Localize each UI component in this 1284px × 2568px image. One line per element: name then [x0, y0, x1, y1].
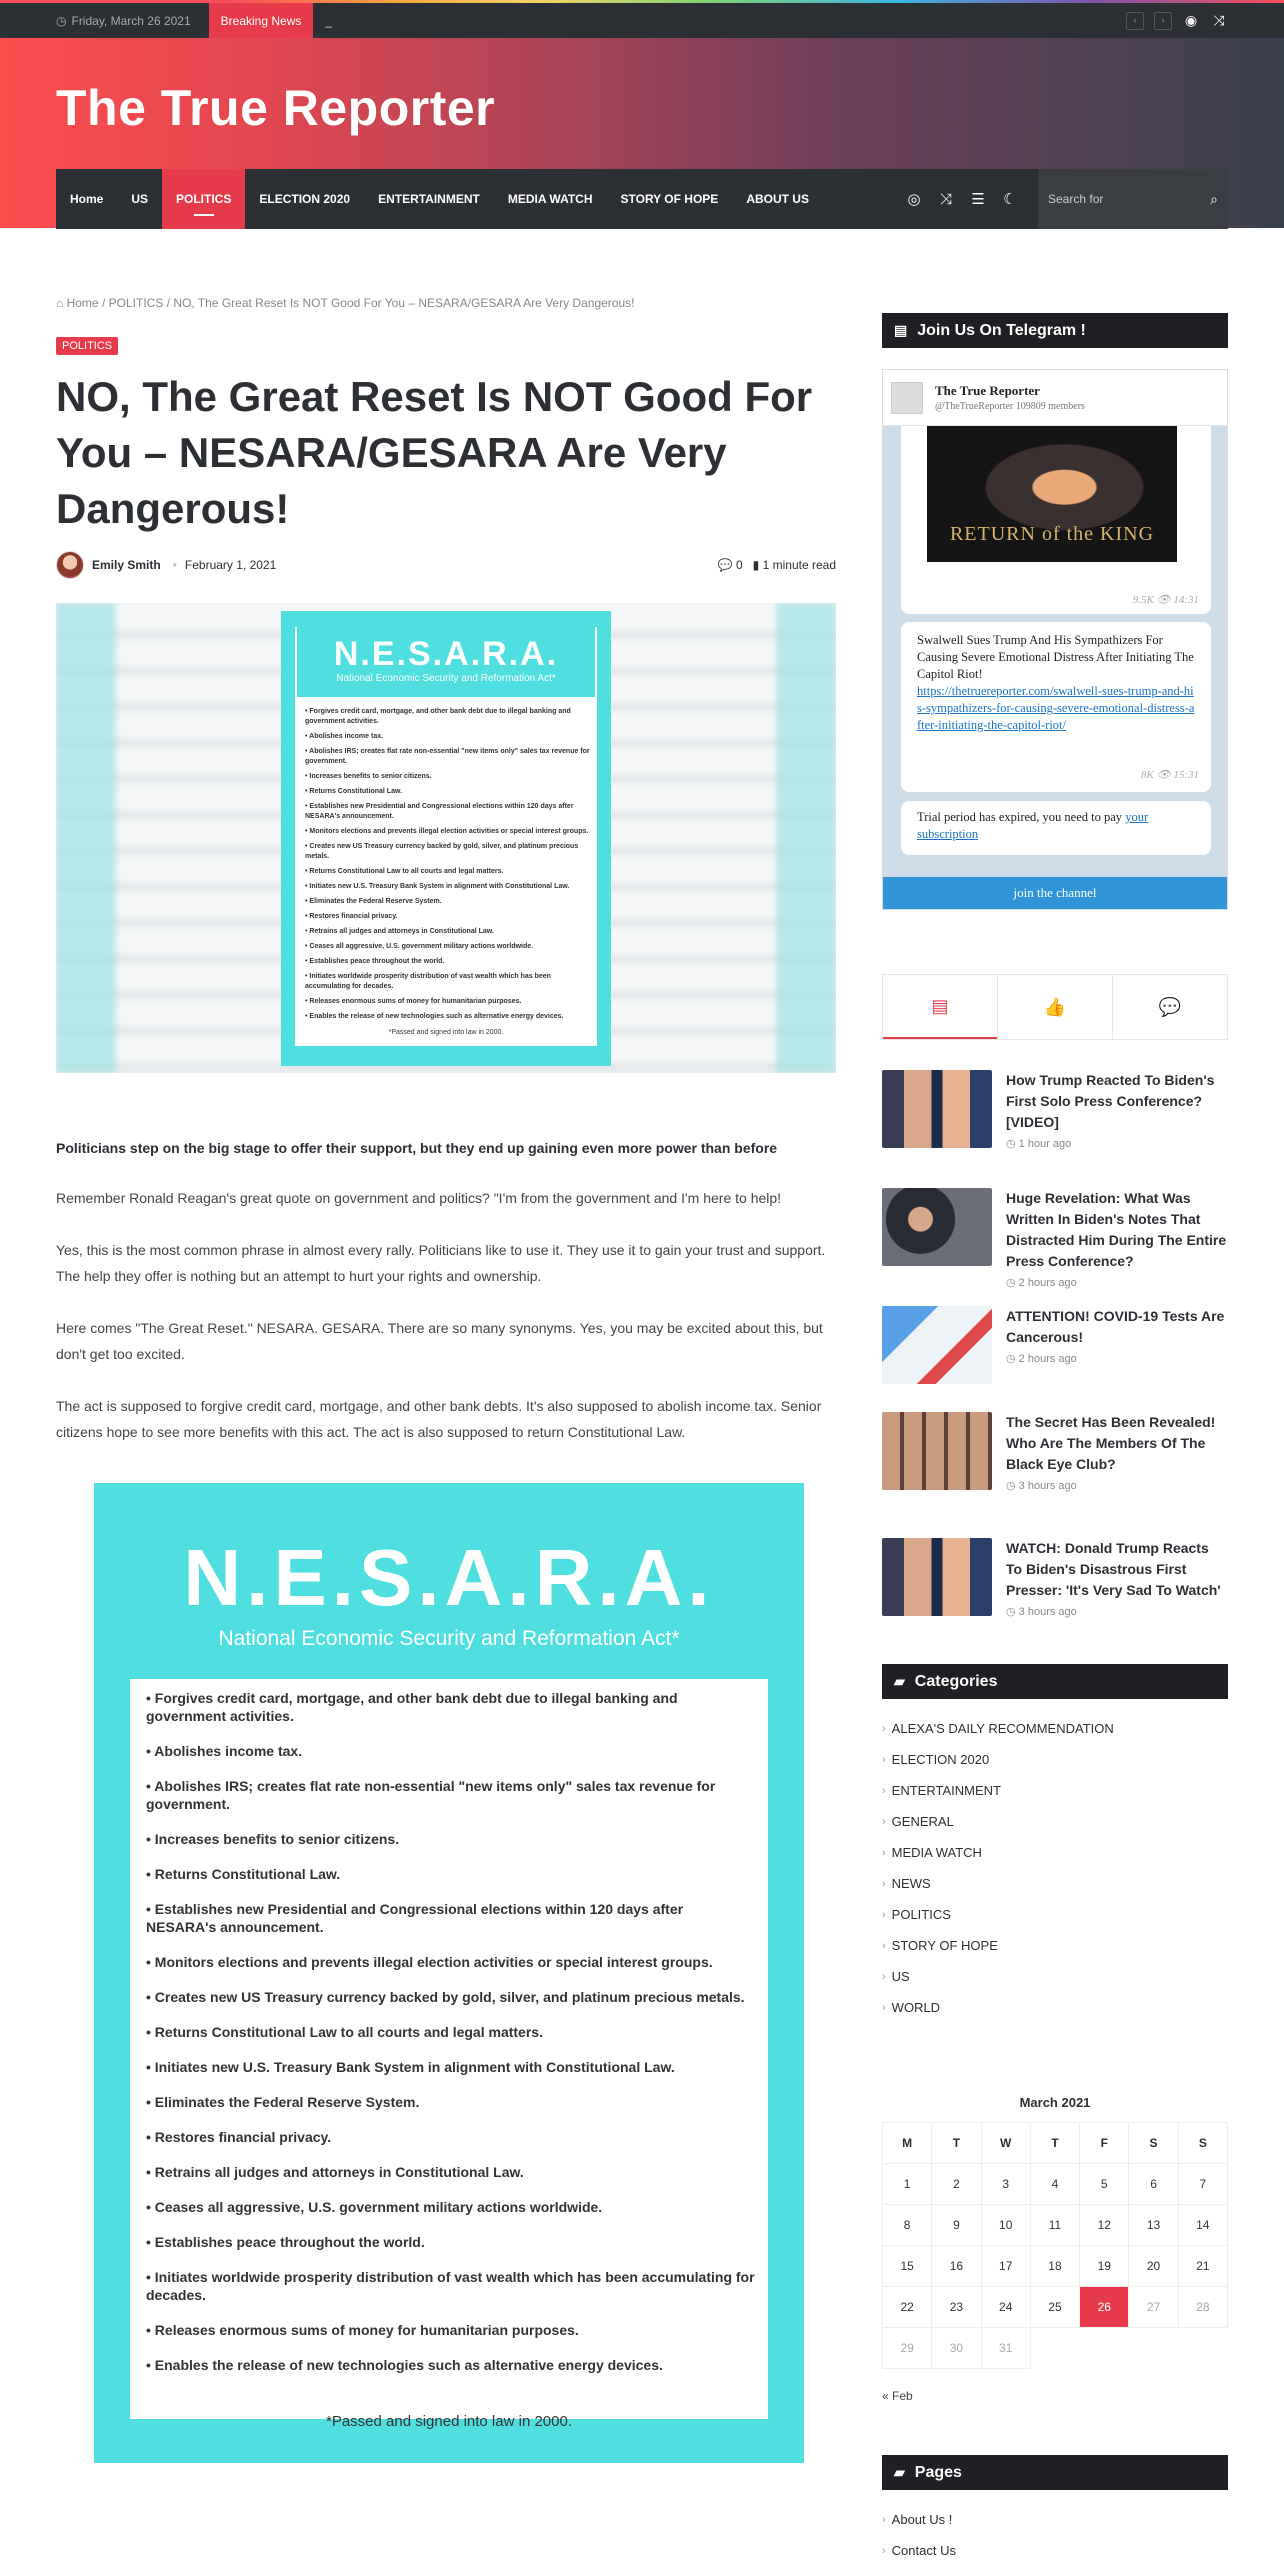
nav-item-home[interactable]: Home [70, 192, 104, 206]
home-icon: ⌂ [56, 296, 64, 310]
calendar-day [1129, 2328, 1178, 2369]
site-logo[interactable]: The True Reporter [56, 80, 496, 136]
sidebar [882, 313, 1228, 2566]
nav-item-politics[interactable]: POLITICS [162, 169, 245, 229]
poster-item: • Eliminates the Federal Reserve System. [146, 2093, 756, 2111]
pages-widget [882, 2455, 1228, 2566]
calendar-day: 24 [981, 2287, 1030, 2328]
calendar-weekday: T [932, 2123, 981, 2164]
telegram-widget-title: ▤ Join Us On Telegram ! [882, 313, 1228, 348]
tab-recent[interactable] [883, 975, 997, 1039]
calendar-day: 25 [1030, 2287, 1079, 2328]
top-bar [0, 3, 1284, 38]
category-link[interactable]: › ENTERTAINMENT [882, 1783, 1001, 1798]
page-link-contact[interactable]: › Contact Us [882, 2543, 956, 2558]
chevron-right-icon: › [882, 2513, 886, 2526]
chevron-right-icon: › [882, 1939, 886, 1952]
post-date: February 1, 2021 [184, 558, 277, 572]
posts-tabs [882, 974, 1228, 1040]
featured-image [56, 603, 836, 1073]
document-icon: ▤ [931, 995, 949, 1016]
calendar-day: 9 [932, 2205, 981, 2246]
clock-icon: ◷ [56, 13, 67, 28]
poster-item: • Initiates new U.S. Treasury Bank System in alignment with Constitutional Law. [146, 2058, 756, 2076]
poster-item: • Returns Constitutional Law. [146, 1865, 756, 1883]
calendar-day: 16 [932, 2246, 981, 2287]
poster-list [146, 1689, 756, 2391]
post-title[interactable]: How Trump Reacted To Biden's First Solo Press Conference? [VIDEO] [1006, 1072, 1215, 1130]
calendar-weekday: F [1080, 2123, 1129, 2164]
breaking-news-label: Breaking News [209, 3, 314, 38]
list-item[interactable] [882, 1188, 1228, 1288]
poster-item: • Releases enormous sums of money for humanitarian purposes. [146, 2321, 756, 2339]
post-time: ◷ 2 hours ago [1006, 1277, 1077, 1289]
ticker-prev-button[interactable]: ‹ [1126, 12, 1144, 30]
nav-item-story-of-hope[interactable]: STORY OF HOPE [620, 192, 719, 206]
folder-icon: ▰ [894, 2464, 905, 2480]
comments-icon: 💬 [1158, 996, 1182, 1017]
calendar-widget [882, 2095, 1228, 2403]
chevron-right-icon: › [882, 1815, 886, 1828]
login-icon[interactable]: ◎ [907, 191, 921, 208]
category-link[interactable]: › MEDIA WATCH [882, 1845, 982, 1860]
poster-item: • Initiates worldwide prosperity distribution of vast wealth which has been accumulating for decades. [146, 2268, 756, 2304]
nesara-poster-image [94, 1483, 804, 2463]
poster-item: • Returns Constitutional Law to all courts and legal matters. [146, 2023, 756, 2041]
breadcrumb-politics[interactable]: POLITICS [108, 296, 164, 310]
calendar-day: 31 [981, 2328, 1030, 2369]
category-link[interactable]: › US [882, 1969, 910, 1984]
poster-item: • Increases benefits to senior citizens. [146, 1830, 756, 1848]
clock-icon: ◷ [1006, 1277, 1016, 1289]
search-box [1038, 169, 1228, 229]
article-paragraph: Here comes "The Great Reset." NESARA. GESARA. There are so many synonyms. Yes, you may be excited about this, but don't get too excited. [56, 1320, 823, 1362]
post-time: ◷ 1 hour ago [1006, 1138, 1072, 1150]
calendar-day: 21 [1178, 2246, 1227, 2287]
post-thumbnail[interactable] [882, 1538, 992, 1616]
clock-icon: ◷ [1006, 1606, 1016, 1618]
recent-posts [882, 1070, 1228, 1646]
calendar-day: 18 [1030, 2246, 1079, 2287]
nav-item-about-us[interactable]: ABOUT US [746, 192, 809, 206]
eye-icon: 👁 [1156, 769, 1171, 781]
category-link[interactable]: › ELECTION 2020 [882, 1752, 990, 1767]
thumbs-up-icon: 👍 [1043, 996, 1067, 1017]
post-time: ◷ 2 hours ago [1006, 1353, 1077, 1365]
calendar-day: 2 [932, 2164, 981, 2205]
calendar-day: 22 [883, 2287, 932, 2328]
poster-item: • Enables the release of new technologies such as alternative energy devices. [146, 2356, 756, 2374]
poster-item: • Monitors elections and prevents illegal election activities or special interest groups. [146, 1953, 756, 1971]
chevron-right-icon: › [882, 1846, 886, 1859]
poster-item: • Abolishes income tax. [146, 1742, 756, 1760]
post-title[interactable]: Huge Revelation: What Was Written In Biden's Notes That Distracted Him During The Entire Press Conference? [1006, 1190, 1227, 1269]
breadcrumb: ⌂ Home / POLITICS / NO, The Great Reset Is NOT Good For You – NESARA/GESARA Are Very Dangerous! [56, 296, 635, 310]
telegram-link[interactable]: https://thetruereporter.com/swalwell-sues-trump-and-his-sympathizers-for-causing-severe-emotional-distress-after-initiating-the-capitol-riot/ [917, 684, 1195, 732]
calendar-day: 29 [883, 2328, 932, 2369]
category-link[interactable]: › POLITICS [882, 1907, 951, 1922]
calendar-prev-month[interactable]: « Feb [882, 2389, 913, 2403]
post-title[interactable]: The Secret Has Been Revealed! Who Are The Members Of The Black Eye Club? [1006, 1414, 1216, 1472]
calendar-day: 28 [1178, 2287, 1227, 2328]
poster-item: • Forgives credit card, mortgage, and other bank debt due to illegal banking and government activities. [146, 1689, 756, 1725]
category-link[interactable]: › GENERAL [882, 1814, 954, 1829]
calendar-table [882, 2122, 1228, 2369]
calendar-day: 11 [1030, 2205, 1079, 2246]
list-item[interactable] [882, 1538, 1228, 1646]
article [56, 336, 836, 2463]
list-item[interactable] [882, 1306, 1228, 1394]
poster-item: • Ceases all aggressive, U.S. government military actions worldwide. [146, 2198, 756, 2216]
user-icon[interactable]: ◉ [1184, 12, 1198, 28]
chevron-right-icon: › [882, 1753, 886, 1766]
category-link[interactable]: › ALEXA'S DAILY RECOMMENDATION [882, 1721, 1114, 1736]
post-thumbnail[interactable] [882, 1070, 992, 1148]
poster-item: • Retrains all judges and attorneys in Constitutional Law. [146, 2163, 756, 2181]
nav-item-election-2020[interactable]: ELECTION 2020 [259, 192, 351, 206]
site-header [0, 38, 1284, 228]
categories-title: ▰ Categories [882, 1664, 1228, 1699]
calendar-day: 5 [1080, 2164, 1129, 2205]
chevron-right-icon: › [882, 1784, 886, 1797]
random-icon[interactable]: ⤨ [939, 190, 952, 208]
chevron-right-icon: › [882, 1877, 886, 1890]
calendar-day: 14 [1178, 2205, 1227, 2246]
calendar-day: 10 [981, 2205, 1030, 2246]
chevron-right-icon: › [882, 2001, 886, 2014]
post-thumbnail[interactable] [882, 1412, 992, 1490]
telegram-message: Swalwell Sues Trump And His Sympathizers For Causing Severe Emotional Distress After Initiating The Capitol Riot! https://thetruereporter.com/swalwell-sues-trump-and-his-sympathizers-for-causing-severe-emotional-distress-after-initiating-the-capitol-riot/ 8K 👁 15:31 [901, 622, 1211, 792]
poster-subheading: National Economic Security and Reformation Act* [218, 1627, 680, 1650]
date-display: ◷ Friday, March 26 2021 [56, 13, 191, 28]
calendar-day: 8 [883, 2205, 932, 2246]
post-thumbnail[interactable] [882, 1306, 992, 1384]
list-item[interactable] [882, 1070, 1228, 1170]
chevron-right-icon: › [882, 1908, 886, 1921]
category-link[interactable]: › NEWS [882, 1876, 931, 1891]
post-title[interactable]: WATCH: Donald Trump Reacts To Biden's Disastrous First Presser: 'It's Very Sad To Watch' [1006, 1540, 1221, 1598]
post-title[interactable]: ATTENTION! COVID-19 Tests Are Cancerous! [1006, 1308, 1225, 1345]
poster-item: • Establishes new Presidential and Congressional elections within 120 days after NESARA's announcement. [146, 1900, 756, 1936]
telegram-embed [882, 369, 1228, 910]
list-item[interactable] [882, 1412, 1228, 1520]
article-title: NO, The Great Reset Is NOT Good For You – NESARA/GESARA Are Very Dangerous! [56, 373, 813, 532]
calendar-day [1080, 2328, 1129, 2369]
article-paragraph: The act is supposed to forgive credit card, mortgage, and other bank debts. It's also supposed to abolish income tax. Senior citizens hope to see more benefits with this act. The act is also supposed to return Constitutional Law. [56, 1398, 822, 1440]
sidebar-menu-icon[interactable]: ☰ [971, 191, 985, 208]
document-icon: ▤ [894, 322, 908, 338]
clock-icon: ◷ [1006, 1480, 1016, 1492]
eye-icon: 👁 [1156, 594, 1171, 606]
featured-nesara-poster: N.E.S.A.R.A. National Economic Security and Reformation Act* • Forgives credit card, mortgage, and other bank debt due to illegal banking and government activities. • Abolishes income tax. • Abolishes IRS; creates flat rate non-essential "new items only" sales tax revenue for government. • Increases benefits to senior citizens. • Returns Constitutional Law. • Establishes new Presidential and Congressional elections within 120 days after NESARA's announcement. • Monitors elections and prevents illegal election activities or special interest groups. • Creates new US Treasury currency backed by gold, silver, and platinum precious metals. • Returns Constitutional Law to all courts and legal matters. • Initiates new U.S. Treasury Bank System in alignment with Constitutional Law. • Eliminates the Federal Reserve System. • Restores financial privacy. • Retrains all judges and attorneys in Constitutional Law. • Ceases all aggressive, U.S. government military actions worldwide. • Establishes peace throughout the world. • Initiates worldwide prosperity distribution of vast wealth which has been accumulating for decades. • Releases enormous sums of money for humanitarian purposes. • Enables the release of new technologies such as alternative energy devices. *Passed and signed into law in 2000. [281, 611, 611, 1066]
article-paragraph: Yes, this is the most common phrase in almost every rally. Politicians like to use it. They use it to gain your trust and support. The help they offer is nothing but an attempt to hurt your rights and ownership. [56, 1242, 826, 1284]
channel-avatar [891, 382, 923, 414]
calendar-day: 20 [1129, 2246, 1178, 2287]
poster-item: • Abolishes IRS; creates flat rate non-essential "new items only" sales tax revenue for government. [146, 1777, 756, 1813]
breaking-news-ticker[interactable]: _ [325, 13, 333, 28]
categories-widget [882, 1664, 1228, 2023]
telegram-message: RETURN of the KING 9.5K 👁 14:31 [901, 426, 1211, 614]
calendar-day: 17 [981, 2246, 1030, 2287]
poster-list: • Forgives credit card, mortgage, and other bank debt due to illegal banking and government activities. • Abolishes income tax. • Abolishes IRS; creates flat rate non-essential "new items only" sales tax revenue for government. • Increases benefits to senior citizens. • Returns Constitutional Law. • Establishes new Presidential and Congressional elections within 120 days after NESARA's announcement. • Monitors elections and prevents illegal election activities or special interest groups. • Creates new US Treasury currency backed by gold, silver, and platinum precious metals. • Returns Constitutional Law to all courts and legal matters. • Initiates new U.S. Treasury Bank System in alignment with Constitutional Law. • Eliminates the Federal Reserve System. • Restores financial privacy. • Retrains all judges and attorneys in Constitutional Law. • Ceases all aggressive, U.S. government military actions worldwide. • Establishes peace throughout the world. • Initiates worldwide prosperity distribution of vast wealth which has been accumulating for decades. • Releases enormous sums of money for humanitarian purposes. • Enables the release of new technologies such as alternative energy devices. [305, 707, 595, 1027]
poster-item: • Establishes peace throughout the world. [146, 2233, 756, 2251]
category-link[interactable]: › WORLD [882, 2000, 941, 2015]
post-time: ◷ 3 hours ago [1006, 1606, 1077, 1618]
ticker-next-button[interactable]: › [1154, 12, 1172, 30]
calendar-day: 6 [1129, 2164, 1178, 2205]
calendar-day [1030, 2328, 1079, 2369]
nav-item-media-watch[interactable]: MEDIA WATCH [507, 192, 593, 206]
calendar-month: March 2021 [1019, 2095, 1091, 2110]
article-paragraph: Remember Ronald Reagan's great quote on government and politics? "I'm from the government and I'm here to help! [56, 1190, 782, 1206]
chevron-right-icon: › [882, 1722, 886, 1735]
folder-icon: ▰ [894, 1673, 905, 1689]
breadcrumb-home[interactable]: Home [66, 296, 99, 310]
return-of-the-king-image[interactable]: RETURN of the KING [927, 426, 1177, 562]
poster-item: • Creates new US Treasury currency backed by gold, silver, and platinum precious metals. [146, 1988, 756, 2006]
page-body [56, 228, 1228, 2558]
author-avatar[interactable] [56, 551, 84, 579]
calendar-weekday: W [981, 2123, 1030, 2164]
post-time: ◷ 3 hours ago [1006, 1480, 1077, 1492]
calendar-day: 4 [1030, 2164, 1079, 2205]
subscription-link[interactable]: your subscription [917, 810, 1149, 841]
join-channel-button[interactable]: join the channel [883, 877, 1227, 909]
tab-comments[interactable] [1112, 975, 1227, 1039]
main-nav [56, 169, 1228, 229]
calendar-day [1178, 2328, 1227, 2369]
telegram-channel-header[interactable]: The True Reporter @TheTrueReporter 109809 members [883, 370, 1227, 426]
calendar-weekday: S [1178, 2123, 1227, 2164]
calendar-weekday: M [883, 2123, 932, 2164]
calendar-day: 1 [883, 2164, 932, 2205]
nav-item-us[interactable]: US [131, 192, 149, 206]
tab-popular[interactable] [997, 975, 1112, 1039]
random-article-icon[interactable]: ⤨ [1213, 12, 1225, 28]
read-time: ▮ 1 minute read [752, 558, 836, 572]
clock-icon: ◷ [1006, 1353, 1016, 1365]
comment-icon: 💬 [717, 558, 733, 572]
post-thumbnail[interactable] [882, 1188, 992, 1266]
nav-item-entertainment[interactable]: ENTERTAINMENT [378, 192, 480, 206]
calendar-weekday: T [1030, 2123, 1079, 2164]
telegram-message: Trial period has expired, you need to pay your subscription [901, 801, 1211, 855]
calendar-weekday: S [1129, 2123, 1178, 2164]
calendar-day: 23 [932, 2287, 981, 2328]
poster-footnote: *Passed and signed into law in 2000. [325, 2413, 572, 2430]
clock-icon: ◷ [1006, 1138, 1016, 1150]
breadcrumb-current: NO, The Great Reset Is NOT Good For You – NESARA/GESARA Are Very Dangerous! [173, 296, 635, 310]
dark-mode-icon[interactable]: ☾ [1003, 191, 1017, 208]
page-link-about[interactable]: › About Us ! [882, 2512, 953, 2527]
calendar-day: 19 [1080, 2246, 1129, 2287]
calendar-day: 12 [1080, 2205, 1129, 2246]
calendar-day: 27 [1129, 2287, 1178, 2328]
category-badge[interactable]: POLITICS [56, 337, 118, 355]
chevron-right-icon: › [882, 2544, 886, 2557]
comments-count[interactable]: 💬 0 [717, 558, 743, 572]
bookmark-icon: ▮ [752, 558, 760, 572]
calendar-day: 3 [981, 2164, 1030, 2205]
search-icon[interactable]: ⌕ [1210, 190, 1218, 207]
calendar-day: 15 [883, 2246, 932, 2287]
chevron-right-icon: › [882, 1970, 886, 1983]
article-meta: Emily Smith • February 1, 2021 💬 0 ▮ 1 minute read [56, 549, 836, 581]
pages-title: ▰ Pages [882, 2455, 1228, 2490]
calendar-day: 13 [1129, 2205, 1178, 2246]
article-lead: Politicians step on the big stage to offer their support, but they end up gaining even more power than before [56, 1140, 778, 1156]
calendar-day: 26 [1080, 2287, 1129, 2328]
calendar-day: 30 [932, 2328, 981, 2369]
calendar-day: 7 [1178, 2164, 1227, 2205]
poster-heading: N.E.S.A.R.A. [183, 1533, 715, 1622]
author-name[interactable]: Emily Smith [92, 558, 161, 572]
poster-item: • Restores financial privacy. [146, 2128, 756, 2146]
category-link[interactable]: › STORY OF HOPE [882, 1938, 998, 1953]
search-input[interactable] [1048, 192, 1198, 206]
